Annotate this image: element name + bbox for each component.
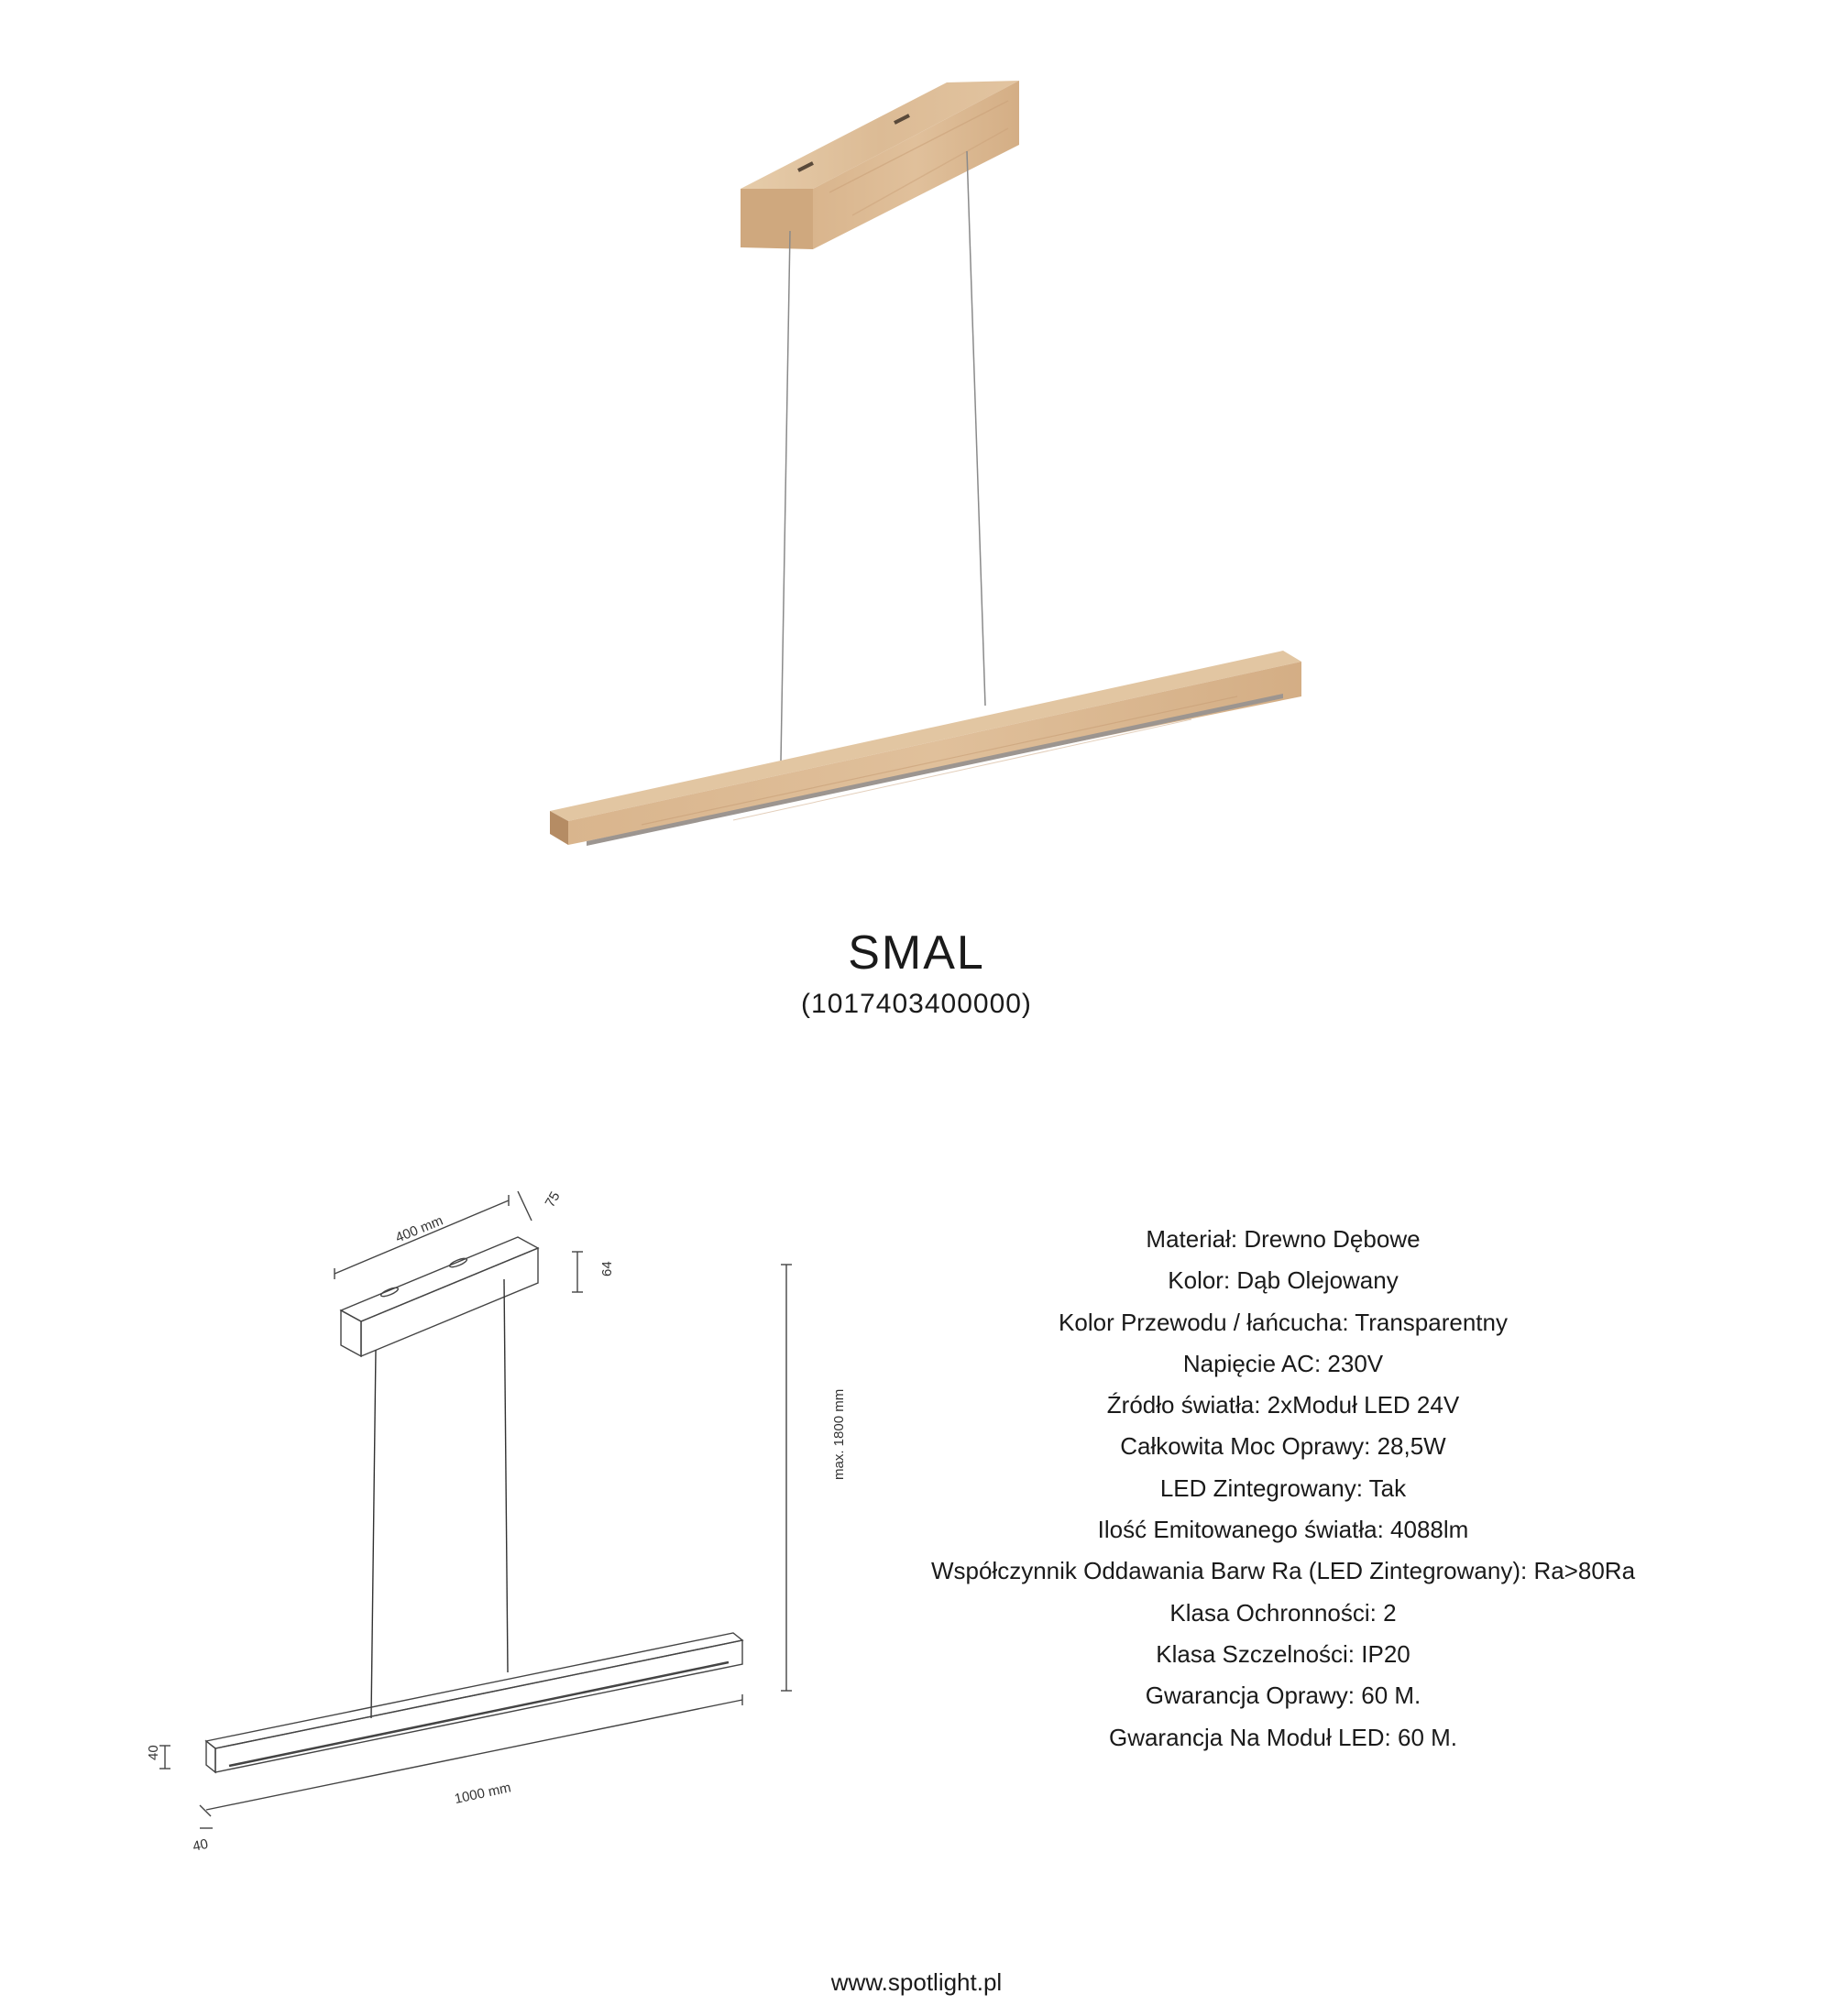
dim-max-height: max. 1800 mm: [831, 1388, 847, 1480]
spec-item: Gwarancja Na Moduł LED: 60 M.: [1108, 1723, 1458, 1751]
drawing-bar: [206, 1633, 742, 1772]
spec-item: Współczynnik Oddawania Barw Ra (LED Zintegrowany): Ra>80Ra: [930, 1557, 1636, 1585]
spec-item: LED Zintegrowany: Tak: [1159, 1474, 1407, 1502]
spec-item: Napięcie AC: 230V: [1182, 1349, 1384, 1377]
title-block: [0, 926, 1833, 1023]
product-name: SMAL: [848, 926, 985, 980]
spec-item: Klasa Szczelności: IP20: [1156, 1639, 1410, 1668]
drawing-wire-left: [371, 1350, 376, 1718]
dim-canopy-height: 64: [599, 1261, 615, 1276]
website-link[interactable]: www.spotlight.pl: [830, 1968, 1003, 1996]
spec-item: Gwarancja Oprawy: 60 M.: [1145, 1682, 1421, 1710]
dim-bar-depth: 40: [191, 1835, 210, 1855]
light-bar: [550, 651, 1301, 846]
spec-list: [880, 1219, 1686, 1759]
drawing-canopy: [341, 1237, 538, 1356]
product-code: (1017403400000): [801, 989, 1032, 1019]
spec-item: Całkowita Moc Oprawy: 28,5W: [1120, 1432, 1446, 1461]
dim-line-canopy-length: [335, 1200, 509, 1274]
spec-item: Kolor: Dąb Olejowany: [1168, 1266, 1399, 1295]
dim-bar-length: 1000 mm: [453, 1780, 513, 1807]
spec-item: Źródło światła: 2xModuł LED 24V: [1106, 1391, 1460, 1419]
wire-right: [967, 151, 985, 706]
dim-bar-height: 40: [146, 1745, 161, 1760]
drawing-wire-right: [504, 1279, 508, 1672]
product-photo: [0, 0, 1833, 880]
dim-canopy-depth: 75: [542, 1189, 564, 1211]
spec-item: Klasa Ochronności: 2: [1169, 1598, 1397, 1627]
dim-canopy-length: 400 mm: [393, 1212, 445, 1246]
spec-item: Materiał: Drewno Dębowe: [1146, 1225, 1421, 1253]
spec-item: Kolor Przewodu / łańcucha: Transparentny: [1059, 1308, 1508, 1336]
wire-left: [781, 231, 790, 761]
dim-line-canopy-depth: [518, 1191, 532, 1221]
dimension-drawing: [128, 1164, 862, 1869]
spec-item: Ilość Emitowanego światła: 4088lm: [1097, 1516, 1469, 1544]
canopy: [741, 81, 1019, 249]
